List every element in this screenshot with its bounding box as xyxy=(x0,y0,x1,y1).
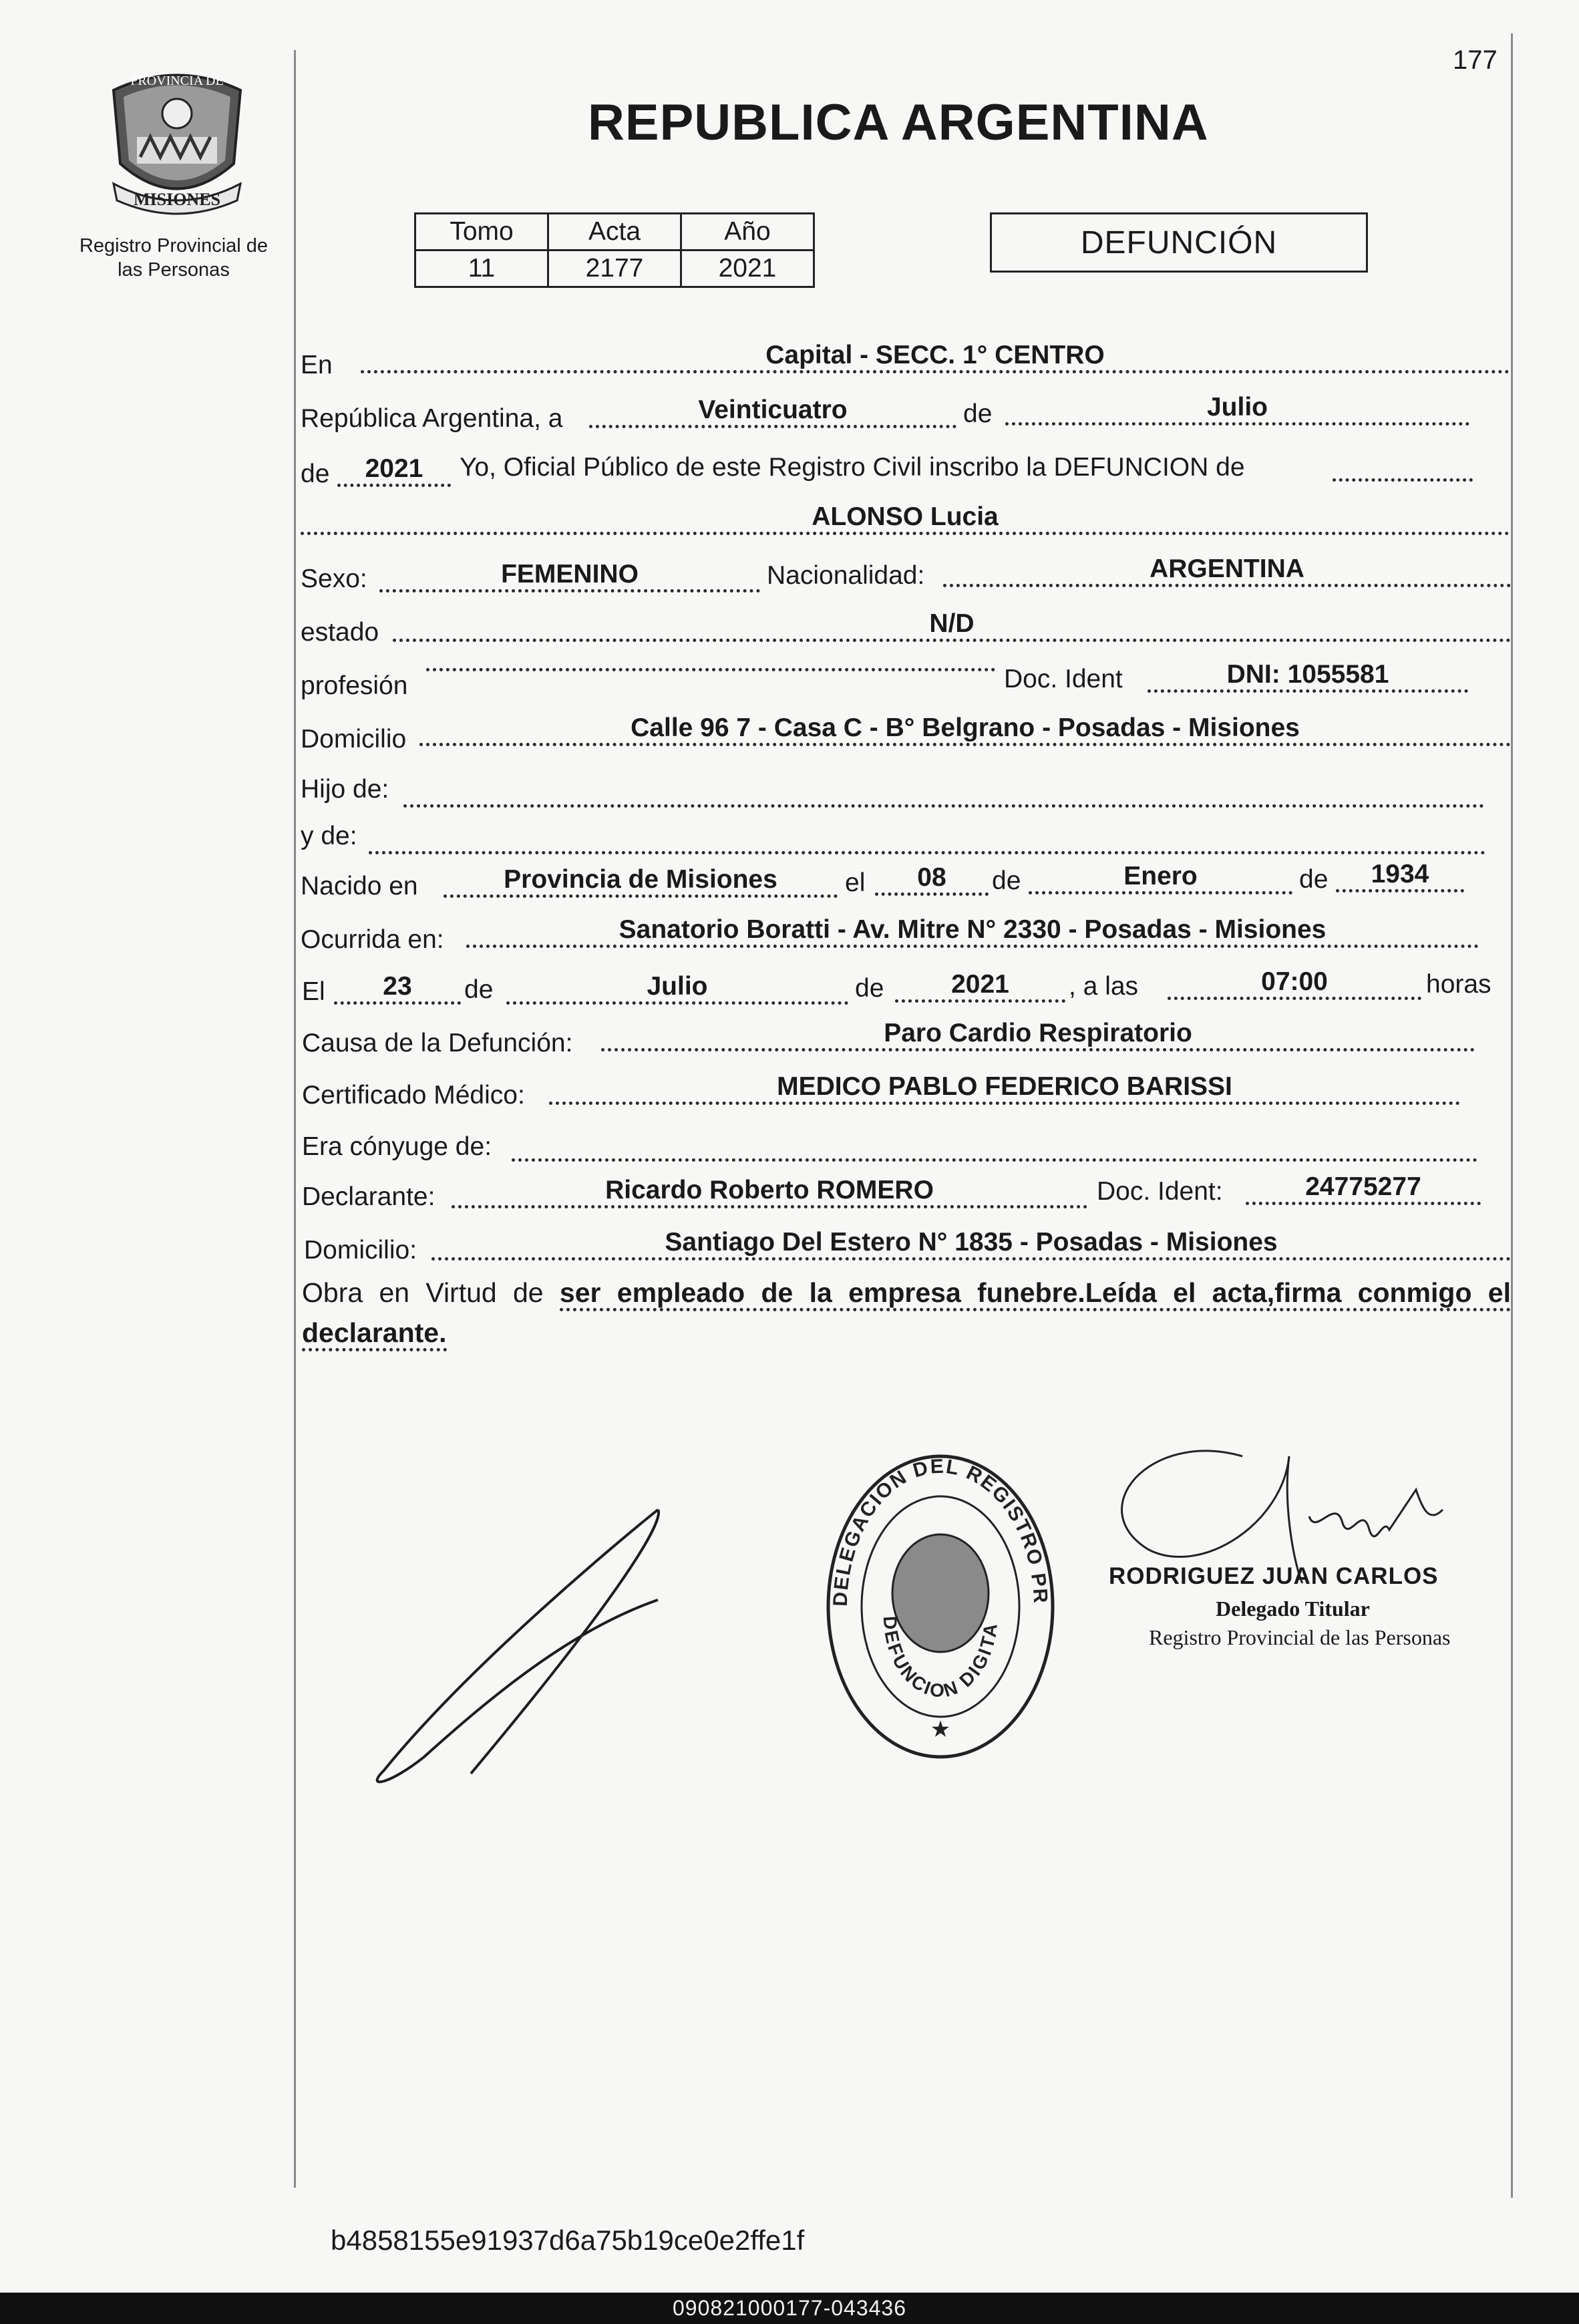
provincia-misiones-seal xyxy=(100,63,254,224)
document-hash: b4858155e91937d6a75b19ce0e2ffe1f xyxy=(331,2224,805,2256)
field-y-de xyxy=(369,822,1485,854)
signer-role: Delegado Titular xyxy=(1216,1597,1370,1621)
label-y-de: y de: xyxy=(301,822,357,850)
field-lugar: Capital - SECC. 1° CENTRO xyxy=(361,341,1510,373)
field-mes: Julio xyxy=(1005,393,1469,426)
label-de-3: de xyxy=(992,866,1021,895)
label-profesion: profesión xyxy=(301,671,408,700)
field-causa: Paro Cardio Respiratorio xyxy=(601,1019,1475,1051)
ref-value-acta: 2177 xyxy=(548,251,681,287)
label-certificado: Certificado Médico: xyxy=(302,1081,525,1110)
ref-header-acta: Acta xyxy=(548,214,681,251)
field-conyuge xyxy=(512,1129,1477,1162)
label-el-cap: El xyxy=(302,977,325,1006)
field-declarante: Ricardo Roberto ROMERO xyxy=(452,1176,1087,1208)
field-nacido-en: Provincia de Misiones xyxy=(444,865,838,898)
field-ocurrida-en: Sanatorio Boratti - Av. Mitre N° 2330 - Posadas - Misiones xyxy=(466,915,1479,948)
document-title: REPUBLICA ARGENTINA xyxy=(588,94,1209,151)
registry-label-line-2: las Personas xyxy=(118,259,230,281)
label-de-4: de xyxy=(1299,865,1329,894)
field-sexo: FEMENINO xyxy=(379,560,760,593)
label-de-1: de xyxy=(963,399,993,428)
field-hijo-de xyxy=(403,775,1484,808)
ref-header-tomo: Tomo xyxy=(415,214,548,251)
field-nac-mes: Enero xyxy=(1029,862,1292,894)
obra-en-virtud-paragraph xyxy=(302,1273,1511,1353)
registry-label xyxy=(67,234,281,282)
label-obra: Obra en Virtud de xyxy=(302,1277,544,1308)
field-defuncion-de-blank xyxy=(1333,449,1473,482)
label-republica: República Argentina, a xyxy=(301,404,563,433)
label-doc-ident: Doc. Ident xyxy=(1004,665,1123,693)
label-de-6: de xyxy=(855,974,884,1003)
ref-header-anio: Año xyxy=(681,214,814,251)
seal-top-label: PROVINCIA DE xyxy=(130,73,224,88)
field-anio: 2021 xyxy=(337,454,451,487)
stamp-star: ★ xyxy=(930,1717,951,1742)
label-declarante: Declarante: xyxy=(302,1182,435,1211)
field-domicilio: Calle 96 7 - Casa C - B° Belgrano - Posadas - Misiones xyxy=(419,713,1511,746)
field-def-dia: 23 xyxy=(334,972,461,1005)
label-hijo-de: Hijo de: xyxy=(301,775,389,804)
label-conyuge: Era cónyuge de: xyxy=(302,1132,492,1161)
label-de-2: de xyxy=(301,460,330,488)
label-nacionalidad: Nacionalidad: xyxy=(767,561,925,590)
registry-label-line-1: Registro Provincial de xyxy=(79,235,269,257)
label-nacido-en: Nacido en xyxy=(301,872,418,900)
field-def-mes: Julio xyxy=(506,972,848,1005)
left-margin-line xyxy=(294,50,296,2188)
label-domicilio: Domicilio xyxy=(301,725,407,754)
signer-block xyxy=(1109,1563,1510,1650)
field-certificado: MEDICO PABLO FEDERICO BARISSI xyxy=(549,1072,1460,1105)
reference-header-row xyxy=(415,214,814,251)
official-stamp xyxy=(820,1450,1061,1764)
official-signature xyxy=(371,1496,671,1790)
field-doc-ident: DNI: 1055581 xyxy=(1148,660,1468,693)
ref-value-tomo: 11 xyxy=(415,251,548,287)
label-domicilio-2: Domicilio: xyxy=(304,1236,417,1265)
label-el: el xyxy=(845,868,866,897)
label-ocurrida-en: Ocurrida en: xyxy=(301,925,444,954)
seal-bottom-label: MISIONES xyxy=(133,190,221,209)
signer-org: Registro Provincial de las Personas xyxy=(1149,1625,1451,1649)
page-number: 177 xyxy=(1453,45,1498,75)
field-declarante-doc: 24775277 xyxy=(1246,1172,1481,1205)
field-nac-dia: 08 xyxy=(875,863,989,896)
stamp-inner-text: DEFUNCION DIGITA xyxy=(879,1615,1002,1701)
field-def-hora: 07:00 xyxy=(1168,967,1421,1000)
field-fallecido: ALONSO Lucia xyxy=(301,502,1510,535)
label-a-las: , a las xyxy=(1069,972,1139,1001)
field-def-anio: 2021 xyxy=(895,970,1065,1003)
field-nac-anio: 1934 xyxy=(1336,860,1464,892)
label-doc-ident-2: Doc. Ident: xyxy=(1097,1177,1223,1206)
signer-name: RODRIGUEZ JUAN CARLOS xyxy=(1109,1563,1439,1589)
label-de-5: de xyxy=(464,975,494,1004)
reference-table xyxy=(414,212,815,288)
label-yo-oficial: Yo, Oficial Público de este Registro Civil inscribo la DEFUNCION de xyxy=(460,453,1245,482)
label-en: En xyxy=(301,351,333,379)
stamp-outer-text: DELEGACION DEL REGISTRO PR xyxy=(829,1455,1052,1607)
label-horas: horas xyxy=(1426,970,1492,999)
field-nacionalidad: ARGENTINA xyxy=(943,554,1511,587)
label-sexo: Sexo: xyxy=(301,564,367,593)
field-dia-letras: Veinticuatro xyxy=(589,395,956,428)
reference-value-row xyxy=(415,251,814,287)
ref-value-anio: 2021 xyxy=(681,251,814,287)
field-profesion xyxy=(426,668,995,671)
label-estado: estado xyxy=(301,618,379,647)
right-margin-line xyxy=(1511,33,1513,2198)
field-obra-virtud: ser empleado de la empresa funebre.Leída el acta,firma conmigo el declarante. xyxy=(302,1277,1511,1351)
field-estado: N/D xyxy=(393,609,1511,642)
label-causa: Causa de la Defunción: xyxy=(302,1029,573,1057)
footer-code-bar: 090821000177-043436 xyxy=(0,2293,1579,2324)
record-type-box: DEFUNCIÓN xyxy=(990,212,1368,273)
field-declarante-domicilio: Santiago Del Estero N° 1835 - Posadas - Misiones xyxy=(431,1228,1511,1261)
